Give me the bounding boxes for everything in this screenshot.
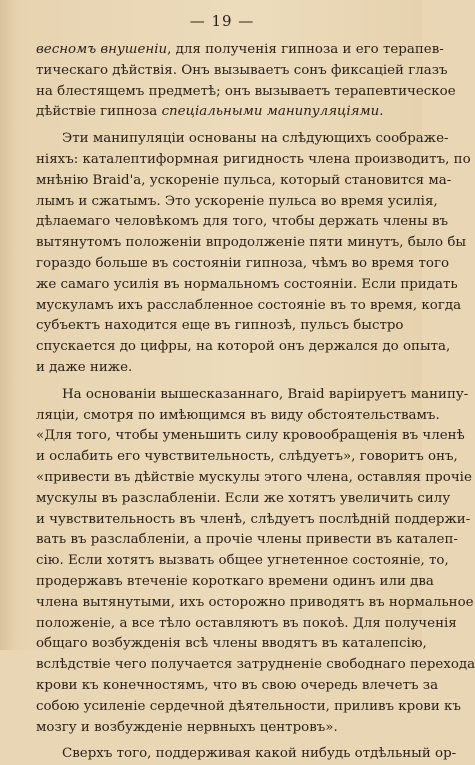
italic-phrase: спеціальными манипуляціями (161, 104, 380, 120)
text-line: ніяхъ: каталептиформная ригидность члена производитъ, по (36, 151, 471, 167)
text-line: вытянутомъ положеніи впродолженіе пяти минутъ, было бы (36, 235, 467, 251)
text-line: гораздо больше въ состояніи гипноза, чѣмъ во время того (36, 255, 450, 271)
text-line: лымъ и сжатымъ. Это ускореніе пульса во время усилія, (36, 193, 438, 209)
text-line: положеніе, а все тѣло оставляютъ въ покоѣ. Для полученія (36, 615, 457, 631)
text-line: тическаго дѣйствія. Онъ вызываетъ сонъ фиксаціей глазъ (36, 62, 448, 78)
italic-phrase: весномъ внушеніи (36, 42, 168, 57)
text-line: же самаго усилія въ нормальномъ состояніи. Если придать (36, 276, 458, 292)
text-line: и чувствительность въ членѣ, слѣдуетъ послѣдній поддержи- (36, 511, 471, 527)
text-line: дѣлаемаго человѣкомъ для того, чтобы держать члены въ (36, 214, 449, 230)
text-line: «Для того, чтобы уменьшить силу кровообращенія въ членѣ (36, 428, 465, 444)
text-line: спускается до цифры, на которой онъ держался до опыта, (36, 339, 451, 355)
text-line: вслѣдствіе чего получается затрудненіе свободнаго перехода (36, 657, 475, 673)
paragraph-3 (36, 385, 475, 739)
text-line: продержавъ втеченіе короткаго времени одинъ или два (36, 573, 434, 589)
page-body (36, 40, 475, 765)
text-line: Эти манипуляціи основаны на слѣдующихъ соображе- (62, 131, 449, 147)
text-line: весномъ внушеніи, для полученія гипноза и его терапев- (36, 42, 444, 57)
text-line: субъектъ находится еще въ гипнозѣ, пульсъ быстро (36, 318, 404, 334)
text-line: Сверхъ того, поддерживая какой нибудь отдѣльный ор- (62, 746, 457, 762)
text-line: и даже ниже. (36, 359, 133, 375)
text-line: и ослабить его чувствительность, слѣдуетъ», говоритъ онъ, (36, 449, 458, 465)
text-line: На основаніи вышесказаннаго, Braid варіируетъ манипу- (62, 386, 469, 402)
text-line: «привести въ дѣйствіе мускулы этого члена, оставляя прочіе (36, 469, 472, 485)
text-line: члена вытянутыми, ихъ осторожно приводятъ въ нормальное (36, 594, 474, 610)
paragraph-1 (36, 40, 456, 123)
text-line: мускулы въ разслабленіи. Если же хотятъ увеличить силу (36, 490, 451, 506)
text-line: крови къ конечностямъ, что въ свою очередь влечетъ за (36, 677, 439, 693)
text-line: дѣйствіе гипноза спеціальными манипуляціями. (36, 104, 384, 120)
page-number: — 19 — (189, 12, 255, 30)
text-line: вать въ разслабленіи, а прочіе члены привести въ каталеп- (36, 532, 458, 548)
text-line: мускуламъ ихъ расслабленное состояніе въ то время, когда (36, 297, 462, 313)
text-line: собою усиленіе сердечной дѣятельности, приливъ крови къ (36, 698, 461, 714)
text-line: на блестящемъ предметѣ; онъ вызываетъ терапевтическое (36, 83, 456, 99)
paragraph-4 (36, 744, 457, 765)
text-line: мнѣнію Braid'а, ускореніе пульса, который становится ма- (36, 172, 452, 188)
text-line: ляціи, смотря по имѣющимся въ виду обстоятельствамъ. (36, 407, 440, 423)
text-line: общаго возбужденія всѣ члены вводятъ въ каталепсію, (36, 636, 427, 652)
text-line: мозгу и возбужденіе нервныхъ центровъ». (36, 719, 338, 735)
paragraph-2 (36, 129, 471, 379)
text-line: сію. Если хотятъ вызвать общее угнетенное состояніе, то, (36, 553, 449, 569)
